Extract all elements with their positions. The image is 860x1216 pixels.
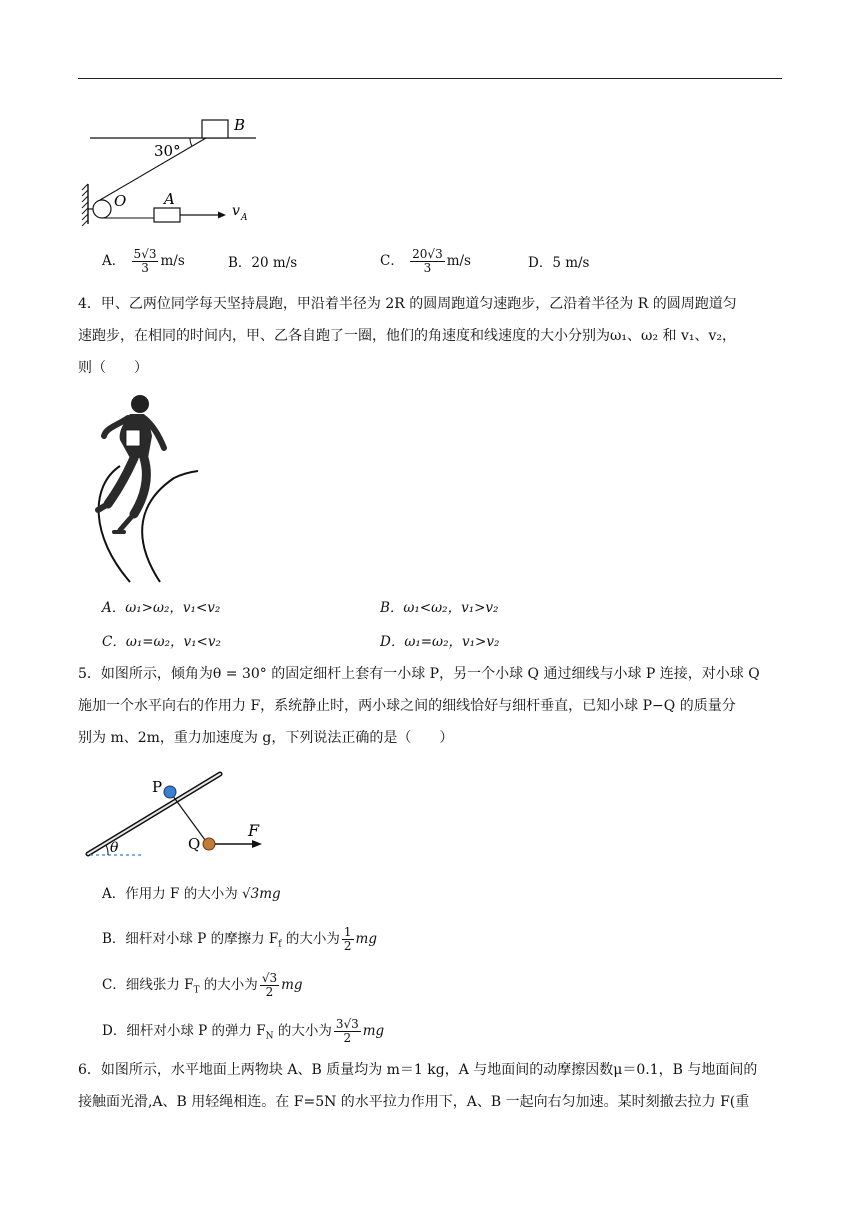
label-v: v: [232, 203, 240, 219]
label-p: P: [152, 778, 163, 796]
q5-line-1: 5．如图所示，倾角为θ = 30° 的固定细杆上套有一小球 P，另一个小球 Q 通过细线与小球 P 连接，对小球 Q: [78, 666, 760, 682]
q3-option-c[interactable]: C． $\frac{20√3}{3}$ m/s: [380, 247, 471, 275]
rope-to-b: [100, 138, 206, 200]
block-b: [202, 120, 228, 138]
q6-line-2: 接触面光滑,A、B 用轻绳相连。在 F=5N 的水平拉力作用下，A、B 一起向右匀加速。某时刻撤去拉力 F(重: [78, 1094, 750, 1110]
runner-figure: [90, 386, 200, 586]
label-theta: θ: [110, 840, 119, 856]
q3-option-d[interactable]: D．5 m/s: [528, 255, 590, 271]
block-a: [154, 208, 180, 222]
q4-line-2: 速跑步，在相同的时间内，甲、乙各自跑了一圈，他们的角速度和线速度的大小分别为ω₁、ω₂ 和 v₁、v₂，: [78, 328, 736, 344]
header-rule: [78, 78, 782, 79]
label-v-sub: A: [241, 213, 248, 223]
label-a: A: [164, 190, 175, 208]
q4-option-c[interactable]: C．ω₁=ω₂，v₁<v₂: [102, 634, 221, 650]
label-f: F: [248, 821, 260, 840]
q5-option-d[interactable]: D．细杆对小球 P 的弹力 $F_N$ 的大小为 $\frac{3√3}{2}$ mg: [102, 1017, 385, 1045]
q4-option-a[interactable]: A．ω₁>ω₂，v₁<v₂: [102, 600, 221, 616]
q3-option-a[interactable]: A． $\frac{5√3}{3}$ m/s: [102, 247, 185, 275]
wall-hatching: [82, 184, 88, 226]
label-o: O: [114, 192, 127, 210]
rod-figure: [78, 764, 278, 864]
q4-line-1: 4．甲、乙两位同学每天坚持晨跑，甲沿着半径为 2R 的圆周跑道匀速跑步，乙沿着半径为 R 的圆周跑道匀: [78, 296, 737, 312]
q5-option-c[interactable]: C．细线张力 $F_T$ 的大小为 $\frac{√3}{2}$ mg: [102, 971, 303, 999]
label-q: Q: [188, 835, 201, 853]
q5-option-a[interactable]: A．作用力 F 的大小为 √3mg: [102, 886, 281, 902]
q4-option-b[interactable]: B．ω₁<ω₂，v₁>v₂: [380, 600, 499, 616]
pulley: [93, 200, 111, 218]
pulley-figure: [78, 112, 268, 230]
ball-q: [203, 838, 215, 850]
q6-line-1: 6．如图所示，水平地面上两物块 A、B 质量均为 m＝1 kg，A 与地面间的动摩擦因数μ＝0.1，B 与地面间的: [78, 1062, 758, 1078]
q5-line-2: 施加一个水平向右的作用力 F，系统静止时，两小球之间的细线恰好与细杆垂直，已知小球 P−Q 的质量分: [78, 698, 736, 714]
q4-option-d[interactable]: D．ω₁=ω₂，v₁>v₂: [380, 634, 500, 650]
ball-p: [164, 786, 176, 798]
q5-line-3: 别为 m、2m，重力加速度为 g，下列说法正确的是（ ）: [78, 730, 454, 746]
q3-option-b[interactable]: B．20 m/s: [228, 255, 298, 271]
q4-line-3: 则（ ）: [78, 360, 148, 376]
label-b: B: [234, 116, 246, 134]
q5-option-b[interactable]: B．细杆对小球 P 的摩擦力 $F_f$ 的大小为 $\frac{1}{2}$ mg: [102, 925, 377, 953]
angle-label: 30°: [154, 142, 181, 160]
